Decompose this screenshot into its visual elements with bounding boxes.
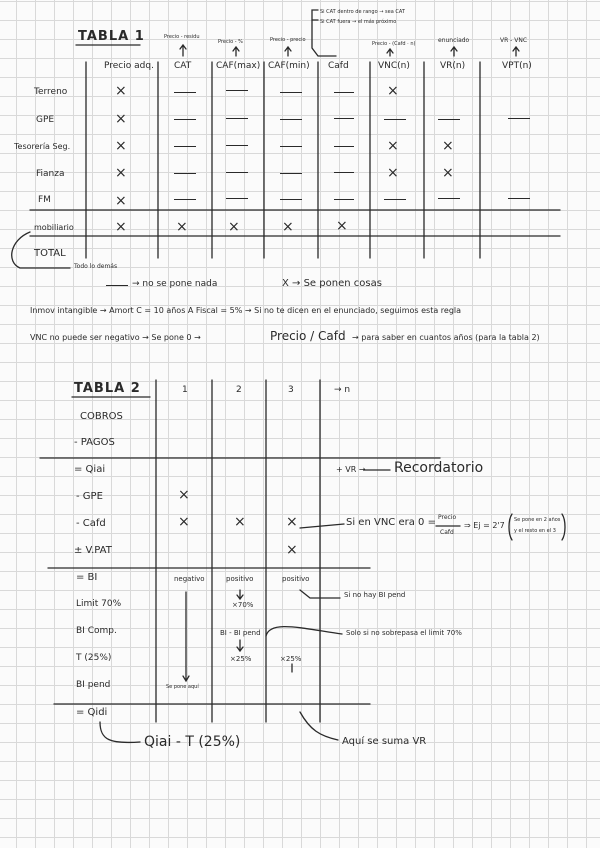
row-gpe: GPE (36, 115, 55, 125)
table1-title: TABLA 1 (78, 29, 145, 44)
row-mobiliario: mobiliario (34, 223, 74, 232)
cross-mark: × (286, 514, 298, 530)
fraction-num: Precio (438, 514, 457, 521)
cross-mark: × (178, 514, 190, 530)
row-terreno: Terreno (34, 87, 68, 97)
row-gpe2: - GPE (76, 491, 103, 502)
row-vpat: ± V.PAT (74, 545, 112, 556)
vnc-note: Precio - (Cafd · n) (372, 41, 416, 47)
row-bi: = BI (76, 572, 98, 583)
cross-mark: × (387, 165, 399, 181)
cross-mark: × (115, 83, 127, 99)
bi-no-pend-note: Si no hay BI pend (344, 591, 406, 599)
cross-mark: × (336, 218, 348, 234)
cafd-note-2: Si CAT fuera → el más próximo (320, 19, 397, 25)
cross-mark: × (115, 165, 127, 181)
note-years: → para saber en cuantos años (para la tabla 2) (352, 333, 540, 342)
qiai-t-formula: Qiai - T (25%) (144, 734, 241, 750)
cross-mark: × (115, 219, 127, 235)
x25-note-a: ×25% (230, 655, 252, 663)
total-note: Todo lo demás (74, 263, 118, 270)
cross-mark: × (228, 219, 240, 235)
cafd-note-1: Si CAT dentro de rango → sea CAT (320, 9, 405, 15)
vr-note: + VR → (336, 465, 366, 474)
cat-note: Precio - residu (164, 34, 200, 40)
col-vnc: VNC(n) (378, 61, 410, 71)
bi-value-3: positivo (282, 575, 310, 583)
vpt-note: VR - VNC (500, 37, 528, 44)
t2-col-2: 2 (236, 385, 242, 395)
cross-mark: × (115, 193, 127, 209)
note-precio-cafd: Precio / Cafd (270, 329, 346, 343)
cross-mark: × (115, 138, 127, 154)
cafd-note: Si en VNC era 0 = (346, 517, 436, 528)
table2-title: TABLA 2 (74, 381, 141, 396)
cross-mark: × (234, 514, 246, 530)
col-vpt: VPT(n) (502, 61, 532, 71)
col-vr: VR(n) (440, 61, 466, 71)
row-bi-comp: BI Comp. (76, 626, 117, 636)
row-fm: FM (38, 195, 51, 205)
row-total: TOTAL (34, 248, 66, 259)
cross-mark: × (176, 219, 188, 235)
bi-bi-pend-note: BI - BI pend (220, 629, 261, 637)
row-fianza: Fianza (36, 169, 65, 179)
row-limit: Limit 70% (76, 599, 122, 609)
cross-mark: × (387, 83, 399, 99)
solo-si-note: Solo si no sobrepasa el limit 70% (346, 629, 462, 637)
col-cat: CAT (174, 61, 192, 71)
legend-cross-text: X → Se ponen cosas (282, 278, 382, 289)
t2-col-1: 1 (182, 385, 188, 395)
fraction-den: Cafd (440, 529, 454, 536)
cross-mark: × (178, 487, 190, 503)
note-inmov-intangible: Inmov intangible → Amort C = 10 años A Fiscal = 5% → Si no te dicen en el enunciado, seguimos esta regla (30, 306, 462, 315)
x25-note-b: ×25% (280, 655, 302, 663)
aqui-vr-note: Aquí se suma VR (342, 736, 427, 747)
side-note-1: Se pone en 2 años (514, 517, 561, 523)
bi-value-1: negativo (174, 575, 205, 583)
row-t25: T (25%) (76, 653, 112, 663)
cross-mark: × (387, 138, 399, 154)
bi-value-2: positivo (226, 575, 254, 583)
se-pone-aqui: Se pone aquí (166, 684, 199, 690)
row-qidi: = Qidi (76, 707, 108, 718)
row-bi-pend: BI pend (76, 680, 111, 690)
legend-dash-text: → no se pone nada (132, 279, 218, 289)
cross-mark: × (282, 219, 294, 235)
row-qiai: = Qiai (74, 464, 106, 475)
cross-mark: × (442, 138, 454, 154)
x70-note: ×70% (232, 601, 254, 609)
row-pagos: - PAGOS (74, 437, 115, 448)
recordatorio: Recordatorio (394, 460, 484, 476)
fraction-result: ⇒ Ej = 2'7 (464, 521, 505, 530)
cross-mark: × (286, 542, 298, 558)
row-cafd: - Cafd (76, 518, 106, 529)
col-cafd: Cafd (328, 61, 349, 71)
row-cobros: COBROS (80, 411, 123, 422)
cross-mark: × (442, 165, 454, 181)
col-caf-max: CAF(max) (216, 61, 261, 71)
cafmax-note: Precio - % (218, 39, 243, 45)
cafmin-note: Precio - precio (270, 37, 306, 43)
vr-note: enunciado (438, 37, 470, 44)
side-note-2: y el resto en el 3 (514, 528, 556, 534)
note-vnc-negativo: VNC no puede ser negativo → Se pone 0 → (30, 333, 201, 342)
row-tesoreria: Tesorería Seg. (14, 142, 71, 151)
t2-col-3: 3 (288, 385, 294, 395)
t2-col-n: → n (334, 385, 351, 395)
col-caf-min: CAF(min) (268, 61, 310, 71)
col-precio-adq: Precio adq. (104, 61, 154, 71)
cross-mark: × (115, 111, 127, 127)
